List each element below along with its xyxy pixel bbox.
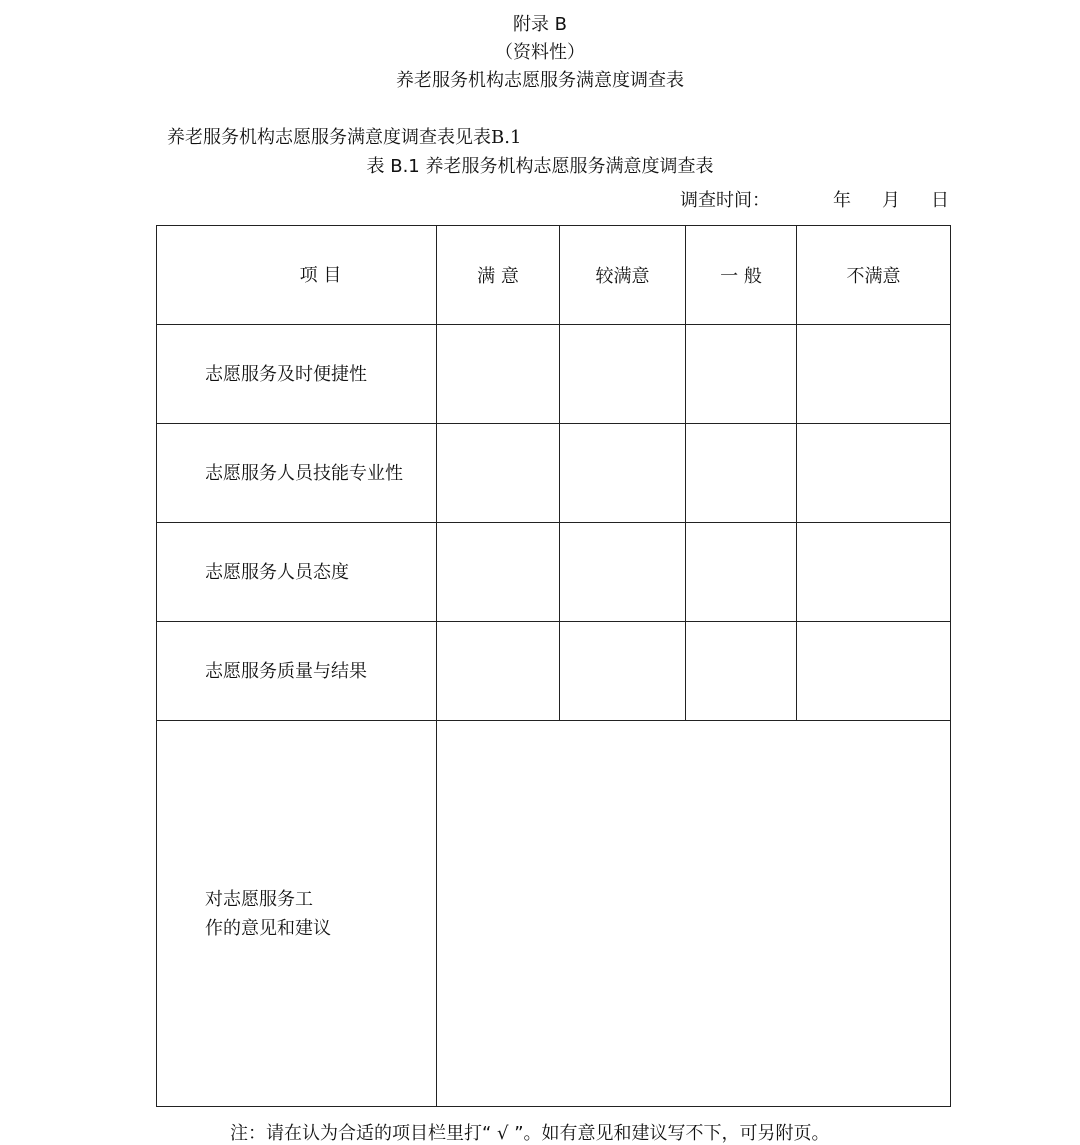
column-header-unsatisfied: 不满意 [797,226,951,325]
column-header-average: 一 般 [686,226,797,325]
document-title: 养老服务机构志愿服务满意度调查表 [396,70,684,91]
rating-cell[interactable] [686,523,797,622]
survey-time-year: 年 [833,190,851,211]
row-label-attitude: 志愿服务人员态度 [157,523,437,622]
rating-cell[interactable] [686,325,797,424]
table-row [157,325,951,424]
rating-cell[interactable] [560,424,686,523]
comments-row [157,721,951,1107]
column-header-satisfied: 满 意 [437,226,560,325]
survey-time-month: 月 [882,190,900,211]
comments-label-line-1: 对志愿服务工 [205,888,313,910]
table-row [157,424,951,523]
rating-cell[interactable] [437,622,560,721]
appendix-label: 附录 B [512,14,568,35]
satisfaction-survey-table [156,225,951,1107]
table-header-row [157,226,951,325]
row-label-timeliness: 志愿服务及时便捷性 [157,325,437,424]
survey-time-label: 调查时间： [680,190,770,211]
rating-cell[interactable] [437,523,560,622]
rating-cell[interactable] [686,424,797,523]
rating-cell[interactable] [686,622,797,721]
table-caption: 表 B.1 养老服务机构志愿服务满意度调查表 [366,156,714,177]
rating-cell[interactable] [797,424,951,523]
footnote: 注：请在认为合适的项目栏里打“ √ ”。如有意见和建议写不下，可另附页。 [230,1123,830,1144]
table-row [157,523,951,622]
comments-label [157,721,437,1107]
rating-cell[interactable] [437,325,560,424]
rating-cell[interactable] [797,325,951,424]
rating-cell[interactable] [797,523,951,622]
column-header-fairly-satisfied: 较满意 [560,226,686,325]
rating-cell[interactable] [560,622,686,721]
column-header-item: 项 目 [157,226,437,325]
comments-label-line-2: 作的意见和建议 [205,917,331,939]
rating-cell[interactable] [797,622,951,721]
row-label-professional-skill: 志愿服务人员技能专业性 [157,424,437,523]
rating-cell[interactable] [560,523,686,622]
survey-time-day: 日 [931,190,949,211]
comments-field[interactable] [437,721,951,1107]
intro-text: 养老服务机构志愿服务满意度调查表见表B.1 [167,127,522,148]
rating-cell[interactable] [437,424,560,523]
row-label-quality-result: 志愿服务质量与结果 [157,622,437,721]
rating-cell[interactable] [560,325,686,424]
appendix-nature-label: （资料性） [495,42,585,63]
table-row [157,622,951,721]
